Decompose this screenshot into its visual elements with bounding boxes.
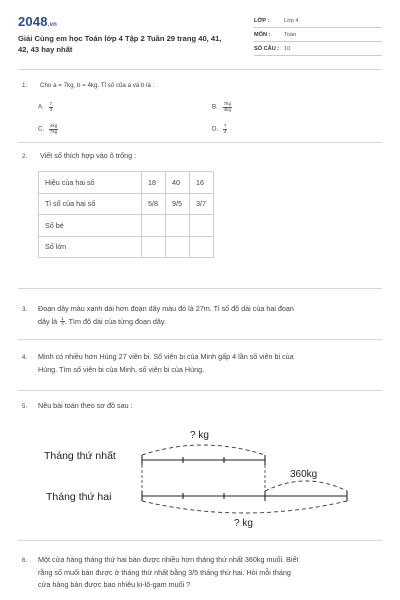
answer-cell[interactable] [166, 215, 190, 237]
question-text: Viết số thích hợp vào ô trống : [40, 151, 137, 160]
option-b[interactable] [212, 102, 232, 112]
answer-cell[interactable] [166, 236, 190, 258]
question-line: Hùng. Tìm số viên bi của Minh, số viên bi của Hùng. [38, 364, 205, 374]
table-cell: 18 [142, 172, 166, 194]
question-number: 5. [22, 403, 28, 410]
option-letter: B. [212, 103, 218, 111]
meta-label-grade: LỚP : [254, 18, 270, 24]
meta-label-subject: MÔN : [254, 32, 271, 38]
table-cell: Hiệu của hai số [39, 172, 142, 194]
table-cell: Tỉ số của hai số [39, 193, 142, 215]
table-row [39, 236, 214, 258]
question-text: Cho a = 7kg, b = 4kg. Tỉ số của a và b là : [40, 82, 155, 89]
option-letter: C. [38, 125, 45, 133]
meta-divider [254, 55, 382, 56]
question-number: 2. [22, 153, 28, 160]
label-bottom: ? kg [234, 518, 253, 529]
table-cell: 40 [166, 172, 190, 194]
question-text [38, 303, 383, 328]
table-row [39, 215, 214, 237]
site-logo[interactable] [18, 14, 57, 29]
option-letter: D. [212, 125, 219, 133]
question-line: Một cửa hàng tháng thứ hai bán được nhiều hơn tháng thứ nhất 360kg muối. Biết [38, 555, 299, 564]
answer-cell[interactable] [190, 215, 214, 237]
question-line: dây là $\frac{1}{4}$ . Tìm độ dài của từng đoạn dây. [38, 315, 166, 327]
question-divider [18, 142, 382, 143]
question-divider [18, 288, 382, 289]
label-month1: Tháng thứ nhất [44, 450, 116, 462]
question-line: rằng số muối bán được ở tháng thứ nhất bằng 3/5 tháng thứ hai. Hỏi mỗi tháng [38, 567, 291, 577]
logo-suffix: .vn [47, 22, 58, 28]
question-number: 4. [22, 354, 28, 361]
meta-divider [254, 41, 382, 42]
question-number: 6. [22, 557, 28, 564]
logo-text: 2048 [18, 14, 48, 29]
segment-diagram [0, 415, 400, 540]
page-title: Giải Cùng em học Toán lớp 4 Tập 2 Tuần 29 trang 40, 41, 42, 43 hay nhất [18, 34, 222, 54]
meta-divider [254, 27, 382, 28]
header-divider [18, 69, 382, 70]
question-text: Nêu bài toán theo sơ đồ sau : [38, 401, 133, 410]
question-line: Đoạn dây màu xanh dài hơn đoạn dây màu đỏ là 27m. Tỉ số độ dài của hai đoạn [38, 304, 294, 313]
option-a[interactable] [38, 102, 53, 112]
label-month2: Tháng thứ hai [46, 491, 112, 503]
table-row [39, 193, 214, 215]
label-top: ? kg [190, 430, 209, 441]
question-divider [18, 540, 382, 541]
question-number: 3. [22, 306, 28, 313]
meta-value-subject: Toán [284, 32, 297, 38]
table-cell: 5/8 [142, 193, 166, 215]
meta-value-count: 10 [284, 46, 291, 52]
fraction: $\frac{1}{4}$ [61, 315, 64, 327]
answer-cell[interactable] [142, 236, 166, 258]
table-cell: 9/5 [166, 193, 190, 215]
table-cell: 16 [190, 172, 214, 194]
question-text [38, 554, 388, 592]
label-diff: 360kg [290, 469, 318, 480]
fraction: $\frac{7}{4}$ [223, 123, 227, 134]
question-number: 1. [22, 82, 28, 89]
question-text [38, 351, 383, 376]
answer-cell[interactable] [142, 215, 166, 237]
answer-table [38, 171, 214, 258]
option-c[interactable] [38, 124, 58, 134]
table-cell: Số bé [39, 215, 142, 237]
meta-value-grade: Lớp 4 [284, 18, 299, 24]
question-line: Minh có nhiều hơn Hùng 27 viên bi. Số viên bi của Minh gấp 4 lần số viên bi của [38, 352, 294, 361]
brace-top [142, 445, 265, 455]
meta-label-count: SỐ CÂU : [254, 46, 280, 52]
table-row [39, 172, 214, 194]
brace-diff [265, 481, 347, 491]
fraction: $\frac{7kg}{4kg}$ [223, 101, 232, 112]
question-divider [18, 339, 382, 340]
option-d[interactable] [212, 124, 227, 134]
question-line: cửa hàng bán được bao nhiêu ki-lô-gam muối ? [38, 580, 191, 589]
fraction: $\frac{4kg}{7kg}$ [49, 123, 58, 134]
option-letter: A. [38, 103, 44, 111]
answer-cell[interactable] [190, 236, 214, 258]
fraction: $\frac{7}{3}$ [49, 101, 53, 112]
question-divider [18, 390, 382, 391]
brace-bottom [142, 501, 347, 513]
table-cell: Số lớn [39, 236, 142, 258]
table-cell: 3/7 [190, 193, 214, 215]
